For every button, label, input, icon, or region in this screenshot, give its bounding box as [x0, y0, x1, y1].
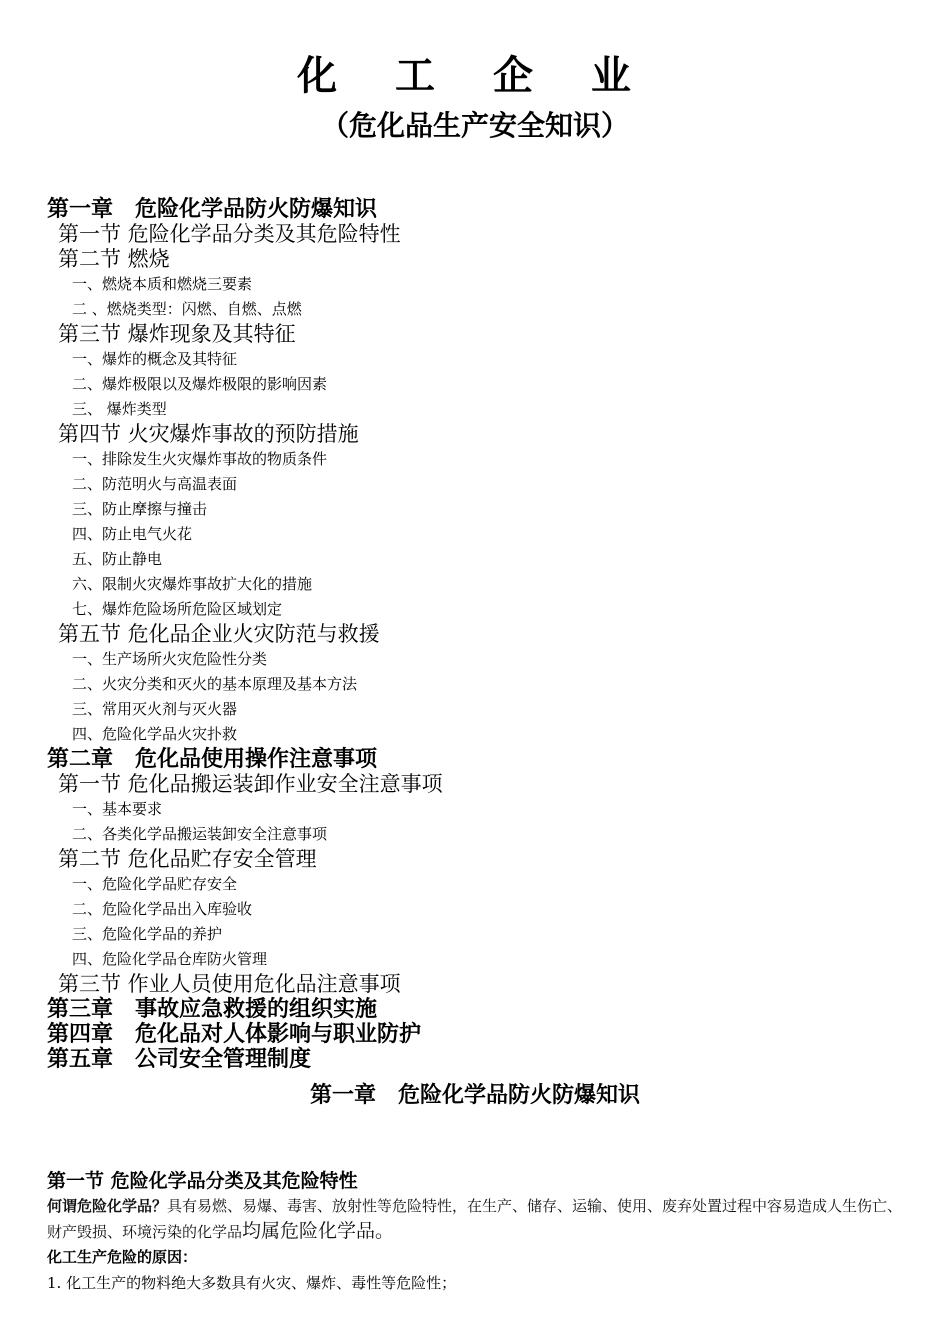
toc-section: 第二节 危化品贮存安全管理: [58, 847, 317, 871]
toc-item: 七、爆炸危险场所危险区域划定: [72, 600, 283, 618]
toc-section: 第一节 危化品搬运装卸作业安全注意事项: [58, 772, 443, 796]
toc-chapter: 第二章 危化品使用操作注意事项: [47, 747, 378, 772]
toc-item: 六、限制火灾爆炸事故扩大化的措施: [72, 575, 313, 593]
toc-item: 二 、燃烧类型：闪燃、自燃、点燃: [72, 300, 302, 318]
toc-section: 第一节 危险化学品分类及其危险特性: [58, 222, 401, 246]
toc-item: 二、各类化学品搬运装卸安全注意事项: [72, 825, 328, 843]
toc-chapter: 第四章 危化品对人体影响与职业防护: [47, 1022, 422, 1047]
document-title: 化 工 企 业: [297, 53, 653, 99]
toc-item: 二、危险化学品出入库验收: [72, 900, 253, 918]
toc-section: 第二节 燃烧: [58, 247, 170, 271]
body-text: [47, 1168, 907, 1296]
toc-item: 四、危险化学品火灾扑救: [72, 725, 238, 743]
definition-tail: 均属危险化学品。: [242, 1220, 395, 1242]
toc-item: 四、危险化学品仓库防火管理: [72, 950, 268, 968]
definition-paragraph: [47, 1194, 907, 1245]
toc-item: 四、防止电气火花: [72, 525, 193, 543]
toc-item: 一、基本要求: [72, 800, 163, 818]
table-of-contents: [0, 197, 950, 1072]
toc-item: 三、防止摩擦与撞击: [72, 500, 208, 518]
toc-chapter: 第五章 公司安全管理制度: [47, 1047, 312, 1072]
toc-item: 三、 爆炸类型: [72, 400, 167, 418]
toc-item: 一、排除发生火灾爆炸事故的物质条件: [72, 450, 328, 468]
toc-item: 一、爆炸的概念及其特征: [72, 350, 238, 368]
toc-item: 二、爆炸极限以及爆炸极限的影响因素: [72, 375, 328, 393]
toc-item: 一、生产场所火灾危险性分类: [72, 650, 268, 668]
chapter-heading: 第一章 危险化学品防火防爆知识: [309, 1083, 640, 1108]
toc-chapter: 第一章 危险化学品防火防爆知识: [47, 197, 378, 222]
cause-item: 1. 化工生产的物料绝大多数具有火灾、爆炸、毒性等危险性；: [47, 1274, 457, 1292]
toc-chapter: 第三章 事故应急救援的组织实施: [47, 997, 378, 1022]
toc-item: 一、燃烧本质和燃烧三要素: [72, 275, 253, 293]
toc-section: 第三节 作业人员使用危化品注意事项: [58, 972, 401, 996]
toc-section: 第五节 危化品企业火灾防范与救援: [58, 622, 380, 646]
section-heading: 第一节 危险化学品分类及其危险特性: [47, 1170, 358, 1192]
toc-item: 三、常用灭火剂与灭火器: [72, 700, 238, 718]
document-subtitle: （危化品生产安全知识）: [320, 109, 629, 142]
toc-item: 三、危险化学品的养护: [72, 925, 223, 943]
definition-text: 具有易燃、易爆、毒害、放射性等危险特性，在生产、储存、运输、使用、废弃处置过程中容易造成人生伤亡、财产毁损、环境污染的化学品: [47, 1197, 903, 1241]
toc-section: 第四节 火灾爆炸事故的预防措施: [58, 422, 359, 446]
toc-section: 第三节 爆炸现象及其特征: [58, 322, 296, 346]
toc-item: 二、防范明火与高温表面: [72, 475, 238, 493]
toc-item: 五、防止静电: [72, 550, 163, 568]
definition-term: 何谓危险化学品？: [47, 1197, 168, 1215]
toc-item: 一、危险化学品贮存安全: [72, 875, 238, 893]
toc-item: 二、火灾分类和灭火的基本原理及基本方法: [72, 675, 358, 693]
causes-label: 化工生产危险的原因：: [47, 1248, 198, 1266]
